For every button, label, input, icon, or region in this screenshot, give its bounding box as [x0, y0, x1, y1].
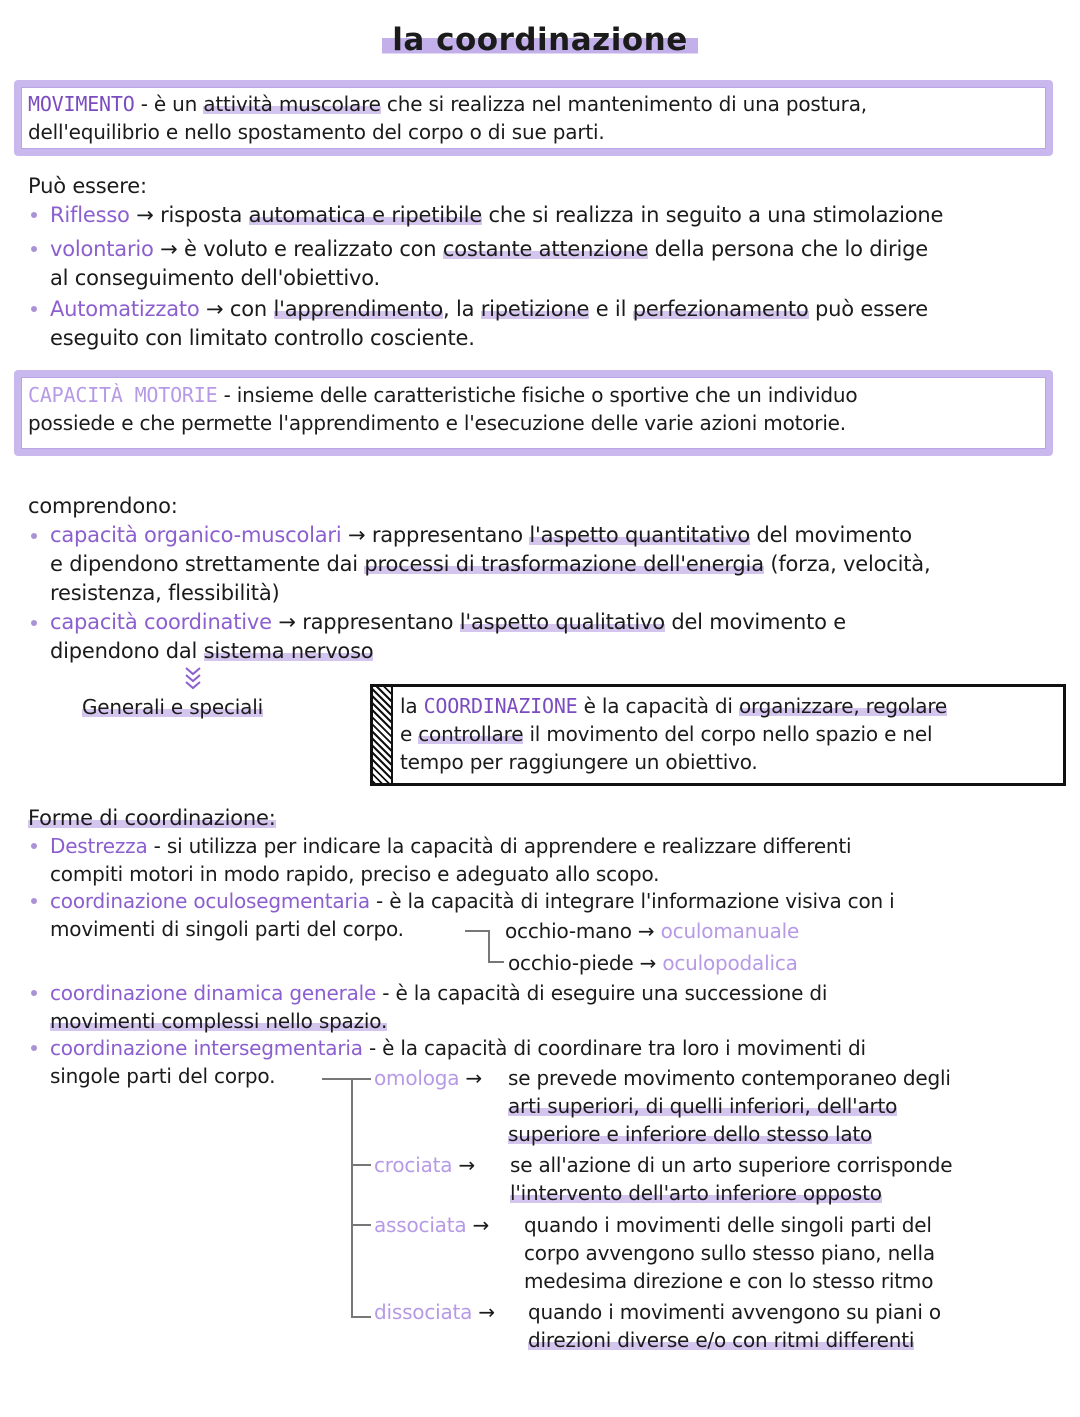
branch-line [488, 930, 490, 962]
text: del movimento e [664, 610, 847, 634]
highlight: ripetizione [480, 297, 590, 321]
branch-line [351, 1078, 353, 1318]
text: con [229, 297, 274, 321]
text: della persona che lo dirige [648, 237, 928, 261]
text: - si utilizza per indicare la capacità di apprendere e realizzare differenti [147, 834, 852, 858]
tipo-volontario [50, 235, 1060, 293]
text: - è la capacità di coordinare tra loro i movimenti di [362, 1036, 866, 1060]
term: coordinazione intersegmentaria [50, 1036, 363, 1060]
movimento-definition [28, 90, 1038, 146]
bullet [31, 990, 37, 996]
arrow: → [129, 203, 161, 227]
movimento-line2: dell'equilibrio e nello spostamento del corpo o di sue parti. [28, 120, 605, 144]
bullet [31, 212, 37, 218]
comprendono-heading: comprendono: [28, 494, 178, 518]
term: coordinazione dinamica generale [50, 981, 377, 1005]
tipo-term: Riflesso [50, 203, 130, 227]
tipo-automatizzato [50, 295, 1060, 353]
branch-line [351, 1164, 371, 1166]
capacita-definition [28, 381, 1038, 437]
text: rappresentano [302, 610, 460, 634]
inter-branch-dissociata [374, 1298, 495, 1326]
coordinazione-term: COORDINAZIONE [423, 694, 578, 718]
text: e dipendono strettamente dai [50, 552, 365, 576]
highlight: automatica e ripetibile [248, 203, 483, 227]
movimento-term: MOVIMENTO [28, 92, 135, 116]
highlight: movimenti complessi nello spazio. [50, 1009, 388, 1033]
sep: - [134, 92, 154, 116]
highlight: organizzare, regolare [738, 694, 948, 718]
highlight: direzioni diverse e/o con ritmi differenti [528, 1328, 915, 1352]
capacita-term: CAPACITÀ MOTORIE [28, 383, 218, 407]
arrow: → [459, 1066, 483, 1090]
arrow: → [633, 951, 663, 975]
branch-label: omologa [374, 1066, 460, 1090]
text: del movimento [749, 523, 912, 547]
highlight: controllare [418, 722, 524, 746]
text: corpo avvengono sullo stesso piano, nella [524, 1241, 935, 1265]
arrow: → [631, 919, 661, 943]
term: coordinazione oculosegmentaria [50, 889, 370, 913]
branch-label: crociata [374, 1153, 453, 1177]
text: medesima direzione e con lo stesso ritmo [524, 1269, 934, 1293]
highlight: l'apprendimento [273, 297, 443, 321]
highlight: attività muscolare [203, 92, 381, 116]
title-wrap [0, 22, 1080, 58]
branch-line [351, 1316, 371, 1318]
capacita-coordinative [50, 608, 1060, 666]
arrow: → [466, 1213, 490, 1237]
term: capacità organico-muscolari [50, 523, 342, 547]
text: - insieme delle caratteristiche fisiche o sportive che un individuo [217, 383, 858, 407]
branch-line [488, 961, 504, 963]
hatch-decoration [373, 687, 393, 783]
text: occhio-mano [505, 919, 632, 943]
text: - è la capacità di eseguire una successione di [376, 981, 828, 1005]
line2: al conseguimento dell'obiettivo. [50, 266, 380, 290]
bullet [31, 898, 37, 904]
highlight: arti superiori, di quelli inferiori, dell'arto [508, 1094, 898, 1118]
text: se prevede movimento contemporaneo degli [508, 1066, 951, 1090]
forma-destrezza [50, 832, 1070, 888]
crociata-description [510, 1151, 1070, 1207]
branch-label: associata [374, 1213, 467, 1237]
forme-heading [28, 804, 276, 833]
result: oculomanuale [660, 919, 800, 943]
text: quando i movimenti avvengono su piani o [528, 1300, 941, 1324]
arrow: → [271, 610, 303, 634]
bullet [31, 1045, 37, 1051]
highlight: superiore e inferiore dello stesso lato [508, 1122, 873, 1146]
branch-line [322, 1078, 352, 1080]
text: rappresentano [371, 523, 530, 547]
highlight: perfezionamento [632, 297, 809, 321]
tipo-term: volontario [50, 237, 154, 261]
tipo-riflesso [50, 201, 1070, 230]
capacita-organico [50, 521, 1075, 608]
inter-branch-associata [374, 1211, 489, 1239]
text: dipendono dal [50, 639, 204, 663]
text: risposta [160, 203, 249, 227]
page-title: la coordinazione [382, 22, 697, 58]
text: compiti motori in modo rapido, preciso e adeguato allo scopo. [50, 862, 660, 886]
arrow: → [341, 523, 372, 547]
oculo-branch-piede [508, 949, 798, 977]
chevron-down-icon [183, 666, 203, 692]
text: Generali e speciali [82, 695, 263, 719]
text: (forza, velocità, [763, 552, 931, 576]
forma-dinamica [50, 979, 1060, 1035]
bullet [31, 306, 37, 312]
bullet [31, 533, 37, 539]
bullet [31, 620, 37, 626]
text: è la capacità di [577, 694, 739, 718]
inter-branch-omologa [374, 1064, 482, 1092]
result: oculopodalica [662, 951, 798, 975]
branch-line [351, 1224, 371, 1226]
coordinazione-definition [400, 692, 1055, 776]
text: quando i movimenti delle singoli parti del [524, 1213, 932, 1237]
highlight: processi di trasformazione dell'energia [364, 552, 764, 576]
line2: eseguito con limitato controllo cosciente. [50, 326, 475, 350]
capacita-line2: possiede e che permette l'apprendimento e l'esecuzione delle varie azioni motorie. [28, 411, 846, 435]
text: occhio-piede [508, 951, 634, 975]
omologa-description [508, 1064, 1068, 1148]
text: movimenti di singoli parti del corpo. [50, 917, 404, 941]
text: - è la capacità di integrare l'informazione visiva con i [369, 889, 895, 913]
arrow: → [153, 237, 185, 261]
text: se all'azione di un arto superiore corrisponde [510, 1153, 953, 1177]
highlight: l'aspetto quantitativo [529, 523, 750, 547]
dissociata-description [528, 1298, 1070, 1354]
arrow: → [199, 297, 230, 321]
text: e il [589, 297, 633, 321]
text: singole parti del corpo. [50, 1064, 276, 1088]
highlight: l'intervento dell'arto inferiore opposto [510, 1181, 882, 1205]
branch-line [465, 930, 489, 932]
arrow: → [452, 1153, 476, 1177]
text: tempo per raggiungere un obiettivo. [400, 750, 758, 774]
text: può essere [808, 297, 928, 321]
generali-speciali-label [82, 693, 263, 721]
tipo-term: Automatizzato [50, 297, 200, 321]
highlight: costante attenzione [442, 237, 649, 261]
highlight: l'aspetto qualitativo [459, 610, 665, 634]
text: Forme di coordinazione: [28, 806, 276, 830]
puo-essere-heading: Può essere: [28, 174, 147, 198]
branch-line [351, 1078, 371, 1080]
text: è voluto e realizzato con [184, 237, 443, 261]
arrow: → [472, 1300, 495, 1324]
text: resistenza, flessibilità) [50, 581, 280, 605]
bullet [31, 246, 37, 252]
bullet [31, 843, 37, 849]
text: che si realizza nel mantenimento di una postura, [380, 92, 867, 116]
text: è un [153, 92, 204, 116]
associata-description [524, 1211, 1070, 1295]
branch-label: dissociata [374, 1300, 473, 1324]
highlight: sistema nervoso [203, 639, 374, 663]
text: che si realizza in seguito a una stimolazione [482, 203, 944, 227]
inter-branch-crociata [374, 1151, 475, 1179]
text: il movimento del corpo nello spazio e nel [523, 722, 933, 746]
text: la [400, 694, 424, 718]
oculo-branch-mano [505, 917, 799, 945]
term: Destrezza [50, 834, 148, 858]
text: e [400, 722, 419, 746]
term: capacità coordinative [50, 610, 272, 634]
text: , la [443, 297, 481, 321]
